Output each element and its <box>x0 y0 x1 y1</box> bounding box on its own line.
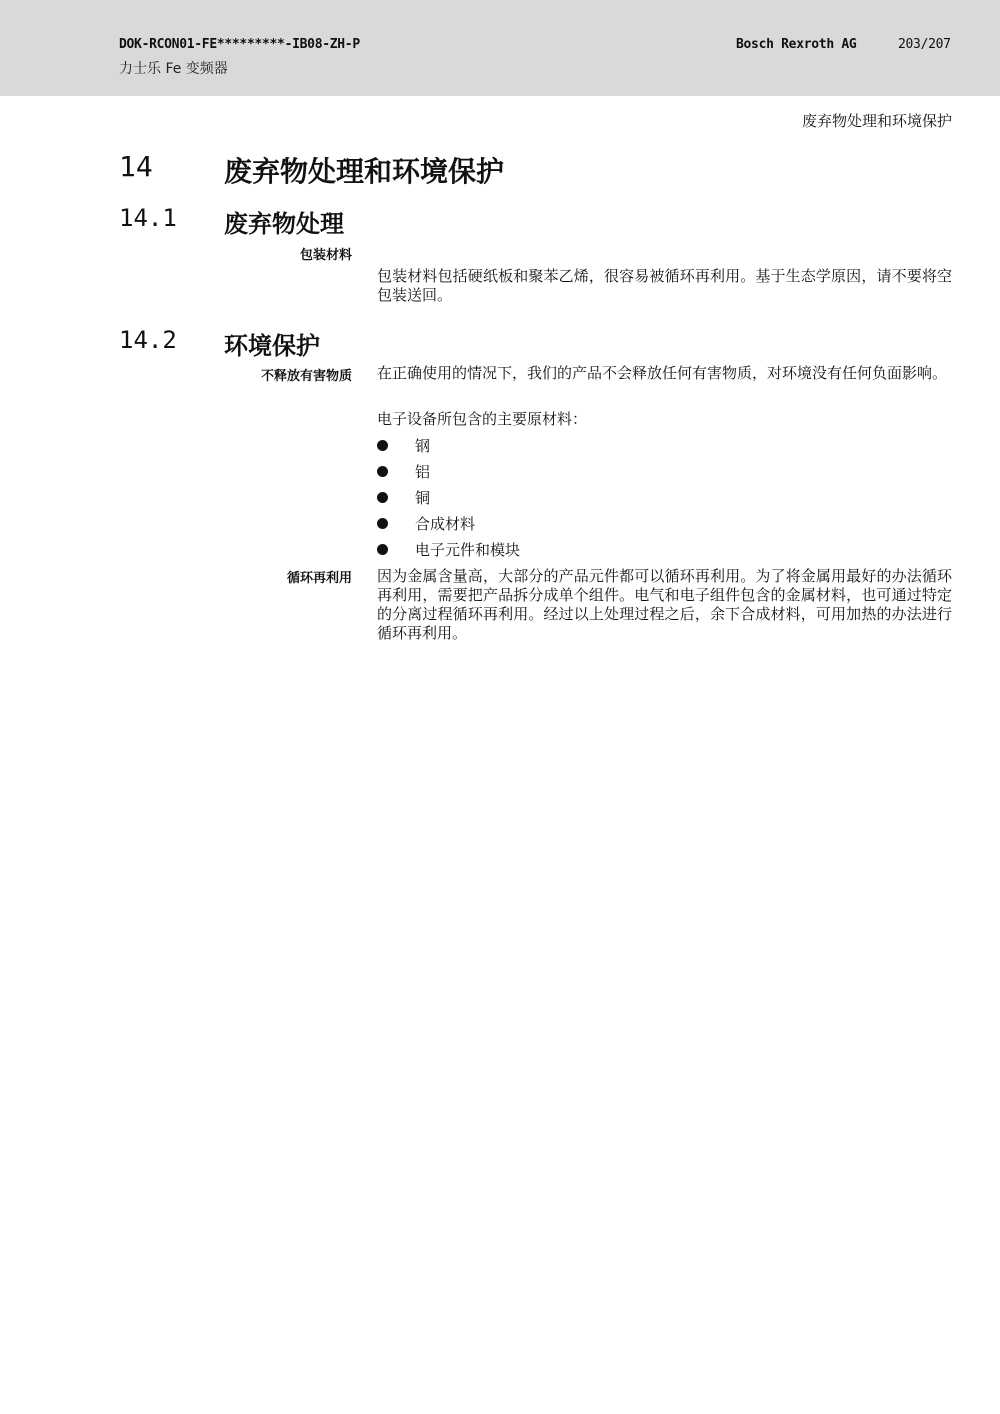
paragraph-no-harmful-substances: 在正确使用的情况下，我们的产品不会释放任何有害物质，对环境没有任何负面影响。 <box>377 364 948 382</box>
bullet-icon <box>377 440 388 451</box>
section-title: 废弃物处理 <box>224 210 344 238</box>
list-item-label: 铝 <box>415 463 431 481</box>
running-title: 废弃物处理和环境保护 <box>801 112 952 130</box>
chapter-number: 14 <box>119 150 153 183</box>
paragraph-recycling: 因为金属含量高，大部分的产品元件都可以循环再利用。为了将金属用最好的办法循环再利用，需要把产品拆分成单个组件。电气和电子组件包含的金属材料，也可通过特定的分离过程循环再利用。经过以上处理过程之后，余下合成材料，可用加热的办法进行循环再利用。 <box>377 567 952 642</box>
bullet-icon <box>377 492 388 503</box>
section-number: 14.2 <box>119 326 177 354</box>
side-label-packaging: 包装材料 <box>299 248 352 263</box>
list-item-label: 铜 <box>415 489 431 507</box>
bullet-icon <box>377 518 388 529</box>
list-item-label: 合成材料 <box>415 515 476 533</box>
paragraph-packaging: 包装材料包括硬纸板和聚苯乙烯，很容易被循环再利用。基于生态学原因，请不要将空包装送回。 <box>377 267 952 304</box>
bullet-icon <box>377 544 388 555</box>
section-title: 环境保护 <box>224 332 320 360</box>
side-label-recycling: 循环再利用 <box>286 571 352 586</box>
product-name: 力士乐 Fe 变频器 <box>119 61 228 77</box>
company-name: Bosch Rexroth AG <box>736 37 857 52</box>
section-number: 14.1 <box>119 204 177 232</box>
bullet-icon <box>377 466 388 477</box>
side-label-no-harmful-substances: 不释放有害物质 <box>260 369 352 384</box>
page-header <box>0 0 1000 96</box>
page-number: 203/207 <box>898 37 951 52</box>
list-item-label: 钢 <box>415 437 431 455</box>
list-item-label: 电子元件和模块 <box>415 541 521 559</box>
materials-intro: 电子设备所包含的主要原材料： <box>377 410 588 428</box>
chapter-title: 废弃物处理和环境保护 <box>224 155 505 188</box>
document-id: DOK-RCON01-FE*********-IB08-ZH-P <box>119 37 360 52</box>
